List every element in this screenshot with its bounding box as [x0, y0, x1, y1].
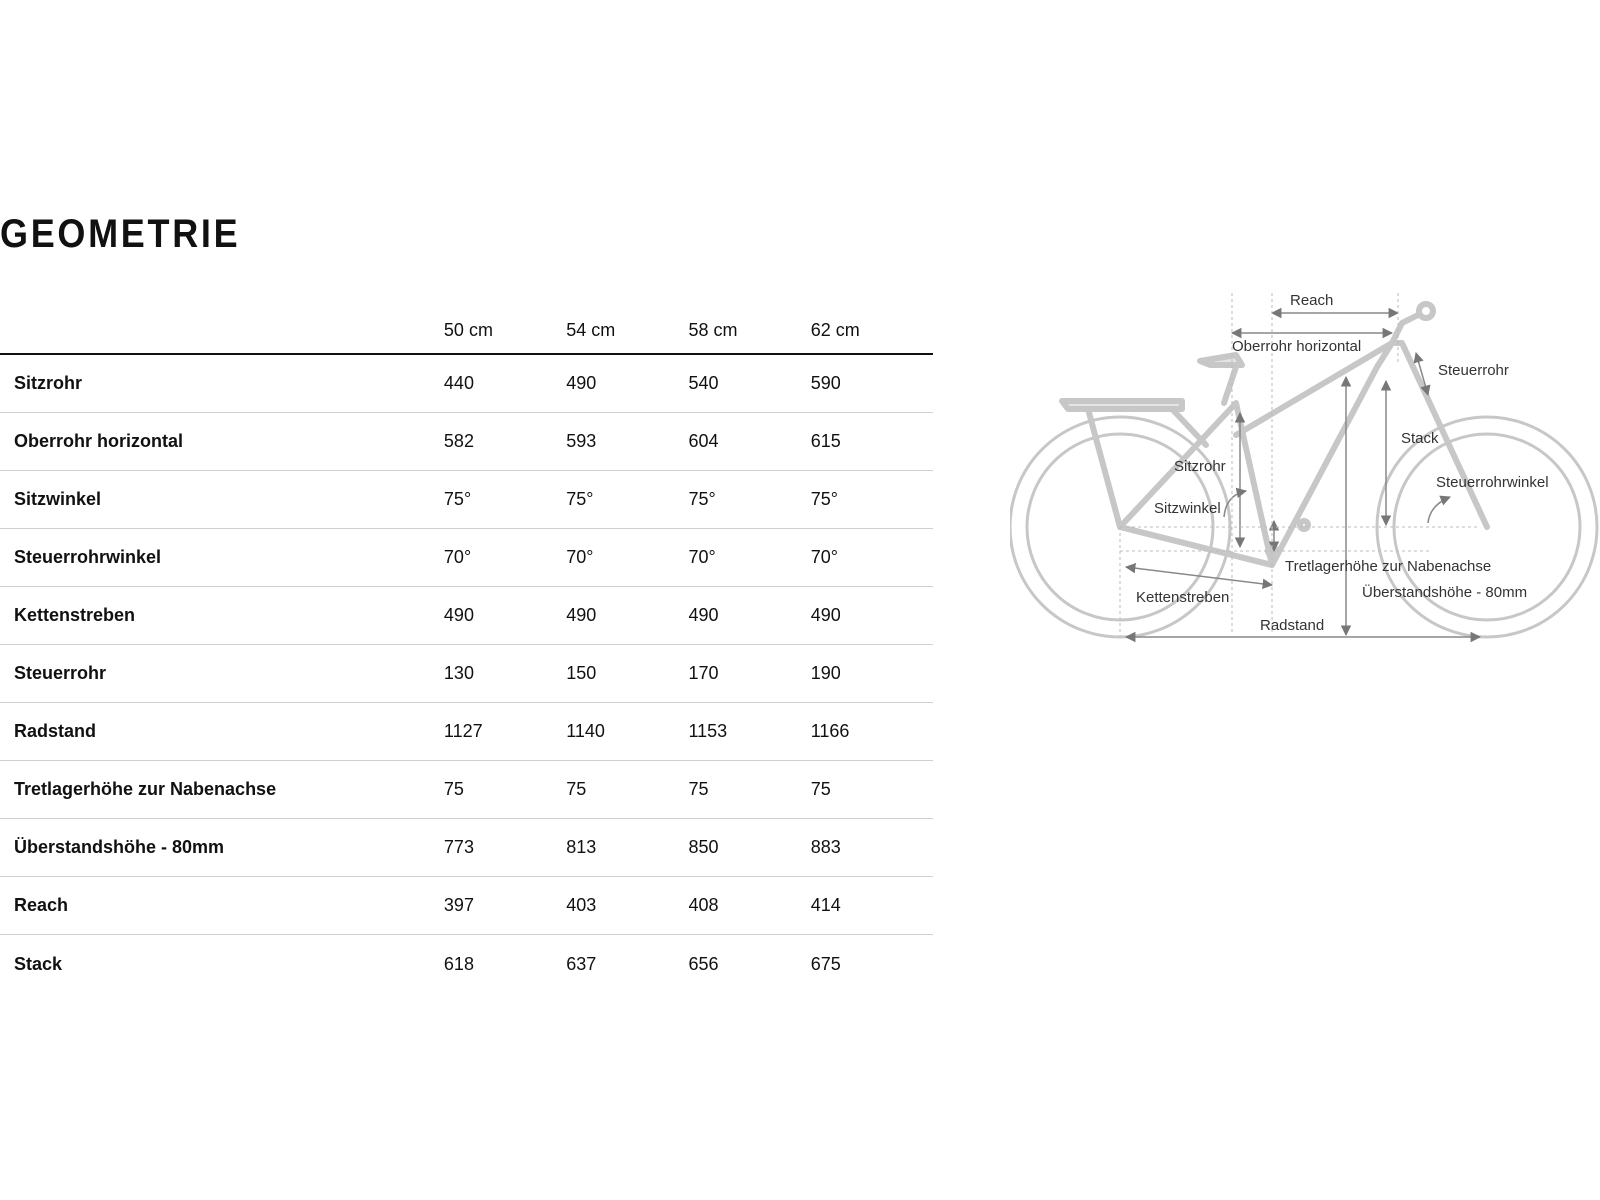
diagram-label-steuerrohr: Steuerrohr [1438, 362, 1509, 379]
value-cell-50: 1127 [443, 721, 483, 741]
value-cell-58: 656 [688, 953, 719, 974]
table-row [0, 355, 933, 413]
value-cell-62: 615 [810, 431, 841, 451]
row-label: Oberrohr horizontal [14, 431, 184, 451]
row-label: Steuerrohrwinkel [14, 547, 162, 567]
value-cell-58: 70° [688, 547, 716, 567]
bike-geometry-diagram [1010, 285, 1600, 665]
header-size-54: 54 cm [566, 319, 616, 340]
diagram-label-sitzrohr: Sitzrohr [1174, 458, 1226, 475]
value-cell-54: 75° [566, 489, 594, 509]
value-cell-54: 1140 [566, 721, 605, 741]
value-cell-58: 75° [688, 489, 716, 509]
value-cell-62: 190 [810, 663, 841, 683]
geometry-table [0, 295, 933, 993]
diagram-label-radstand: Radstand [1260, 617, 1325, 634]
header-size-58: 58 cm [688, 319, 738, 340]
value-cell-50: 440 [443, 373, 474, 393]
diagram-label-sitzwinkel: Sitzwinkel [1154, 500, 1221, 517]
value-cell-50: 75° [443, 489, 472, 509]
table-row [0, 935, 933, 993]
value-cell-58: 75 [688, 779, 709, 799]
table-row [0, 587, 933, 645]
value-cell-58: 490 [688, 605, 719, 625]
diagram-label-reach: Reach [1290, 292, 1334, 309]
value-cell-62: 75 [810, 779, 831, 799]
row-label: Tretlagerhöhe zur Nabenachse [14, 779, 277, 799]
row-label: Kettenstreben [14, 605, 136, 625]
value-cell-54: 75 [566, 779, 587, 799]
table-row [0, 819, 933, 877]
value-cell-54: 593 [566, 431, 597, 451]
value-cell-50: 70° [443, 547, 472, 567]
value-cell-58: 604 [688, 431, 719, 451]
table-body [0, 355, 933, 993]
row-label: Sitzwinkel [14, 489, 102, 509]
diagram-label-stack: Stack [1401, 430, 1439, 447]
value-cell-50: 130 [443, 663, 474, 683]
value-cell-58: 170 [688, 663, 719, 683]
value-cell-62: 675 [810, 953, 841, 974]
value-cell-50: 582 [443, 431, 474, 451]
value-cell-58: 850 [688, 837, 719, 857]
table-row [0, 529, 933, 587]
row-label: Radstand [14, 721, 97, 741]
value-cell-54: 490 [566, 605, 597, 625]
header-size-50: 50 cm [443, 319, 493, 340]
value-cell-50: 773 [443, 837, 474, 857]
diagram-label-ueberstand: Überstandshöhe - 80mm [1362, 584, 1528, 601]
table-row [0, 471, 933, 529]
value-cell-50: 75 [443, 779, 464, 799]
header-label-cell [0, 318, 444, 330]
diagram-label-steuerrohrwinkel: Steuerrohrwinkel [1436, 474, 1549, 491]
value-cell-58: 540 [688, 373, 719, 393]
value-cell-54: 813 [566, 837, 597, 857]
value-cell-50: 397 [443, 895, 474, 915]
value-cell-62: 1166 [810, 721, 850, 741]
value-cell-54: 150 [566, 663, 597, 683]
row-label: Reach [14, 895, 69, 915]
table-header-row [0, 295, 933, 355]
value-cell-54: 490 [566, 373, 597, 393]
diagram-label-kettenstreben: Kettenstreben [1136, 589, 1230, 606]
header-size-62: 62 cm [810, 319, 860, 340]
row-label: Steuerrohr [14, 663, 107, 683]
diagram-label-oberrohr: Oberrohr horizontal [1232, 338, 1362, 355]
value-cell-50: 618 [443, 953, 474, 974]
row-label: Überstandshöhe - 80mm [14, 837, 225, 857]
value-cell-54: 403 [566, 895, 597, 915]
table-row [0, 703, 933, 761]
value-cell-62: 70° [810, 547, 838, 567]
value-cell-62: 414 [810, 895, 841, 915]
value-cell-62: 883 [810, 837, 841, 857]
value-cell-58: 408 [688, 895, 719, 915]
value-cell-62: 590 [810, 373, 841, 393]
value-cell-54: 637 [566, 953, 597, 974]
table-row [0, 413, 933, 471]
value-cell-62: 75° [810, 489, 838, 509]
row-label: Stack [14, 953, 63, 974]
table-row [0, 761, 933, 819]
diagram-label-tretlager: Tretlagerhöhe zur Nabenachse [1285, 558, 1492, 575]
table-row [0, 645, 933, 703]
page-title: GEOMETRIE [0, 212, 241, 256]
table-row [0, 877, 933, 935]
value-cell-62: 490 [810, 605, 841, 625]
value-cell-54: 70° [566, 547, 594, 567]
value-cell-50: 490 [443, 605, 474, 625]
row-label: Sitzrohr [14, 373, 83, 393]
value-cell-58: 1153 [688, 721, 728, 741]
